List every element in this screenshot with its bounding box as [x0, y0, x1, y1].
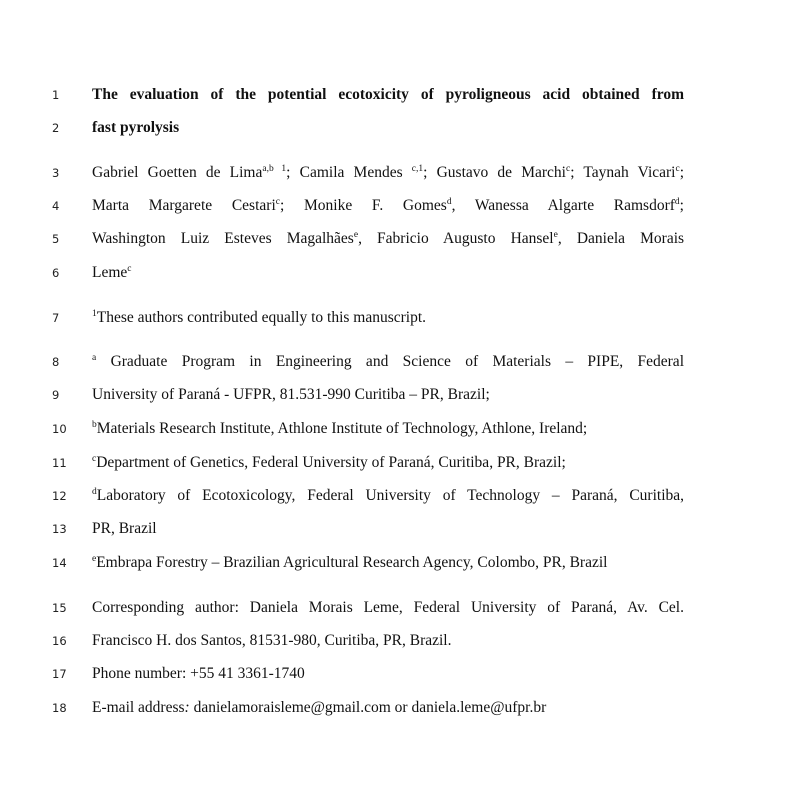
email-values[interactable]: danielamoraisleme@gmail.com or daniela.leme@ufpr.br	[189, 699, 547, 716]
affiliation-d-line-2: PR, Brazil	[92, 520, 157, 537]
affiliation-marker: c	[566, 164, 571, 174]
author-name: Fabricio Augusto Hansel	[377, 230, 554, 247]
affiliation-marker: c	[675, 164, 680, 174]
affiliation-marker: e	[92, 554, 97, 564]
affiliation-marker: d	[446, 197, 452, 207]
line-number: 6	[52, 266, 60, 280]
line-number: 3	[52, 166, 60, 180]
affiliation-marker: b	[92, 420, 97, 430]
author-line-4	[92, 263, 684, 283]
author-name: Wanessa Algarte Ramsdorf	[474, 197, 675, 214]
author-line-3	[92, 229, 684, 249]
affiliation-text: Embrapa Forestry – Brazilian Agricultural Research Agency, Colombo, PR, Brazil	[96, 554, 608, 571]
author-name: Monike F. Gomes	[304, 197, 447, 214]
author-line-2	[92, 196, 684, 216]
note-marker: 1	[92, 309, 97, 319]
author-name: Daniela Morais	[576, 230, 685, 247]
line-number: 1	[52, 88, 60, 102]
line-number: 10	[52, 422, 67, 436]
line-number: 11	[52, 456, 67, 470]
equal-contribution-note	[92, 308, 684, 328]
separator: ,	[358, 230, 362, 247]
line-number: 16	[52, 634, 67, 648]
author-name: ; Gustavo de Marchi	[423, 164, 566, 181]
author-name: Marta Margarete Cestari	[92, 197, 276, 214]
affiliation-marker: c	[275, 197, 280, 207]
affiliation-a-line-1	[92, 352, 684, 372]
corresponding-author-line-1: Corresponding author: Daniela Morais Leme, Federal University of Paraná, Av. Cel.	[92, 599, 684, 616]
affiliation-marker: e	[553, 230, 558, 240]
author-line-1	[92, 163, 684, 183]
affiliation-e	[92, 553, 684, 573]
line-number: 4	[52, 199, 60, 213]
line-number: 14	[52, 556, 67, 570]
affiliation-a-line-2: University of Paraná - UFPR, 81.531-990 Curitiba – PR, Brazil;	[92, 386, 490, 403]
affiliation-text: Department of Genetics, Federal University of Paraná, Curitiba, PR, Brazil;	[96, 454, 566, 471]
affiliation-text: Materials Research Institute, Athlone Institute of Technology, Athlone, Ireland;	[96, 420, 588, 437]
affiliation-marker: c	[127, 264, 132, 274]
affiliation-text: Graduate Program in Engineering and Science of Materials – PIPE, Federal	[96, 353, 684, 370]
line-number: 12	[52, 489, 67, 503]
affiliation-marker: e	[353, 230, 359, 240]
line-number: 5	[52, 232, 60, 246]
affiliation-d-line-1	[92, 486, 684, 506]
phone-number: Phone number: +55 41 3361-1740	[92, 665, 305, 682]
line-number: 9	[52, 388, 60, 402]
author-name: Gabriel Goetten de Lima	[92, 164, 263, 181]
corresponding-author-line-2: Francisco H. dos Santos, 81531-980, Curitiba, PR, Brazil.	[92, 632, 452, 649]
line-number: 13	[52, 522, 67, 536]
author-name: Leme	[92, 264, 128, 281]
affiliation-marker: a,b 1	[262, 164, 287, 174]
affiliation-marker: c,1	[411, 164, 424, 174]
affiliation-text: Laboratory of Ecotoxicology, Federal University of Technology – Paraná, Curitiba,	[96, 487, 684, 504]
separator: ;	[679, 164, 685, 181]
affiliation-marker: c	[92, 454, 97, 464]
separator: ,	[557, 230, 562, 247]
author-name: Washington Luiz Esteves Magalhães	[92, 230, 354, 247]
separator: ;	[279, 197, 285, 214]
line-number: 15	[52, 601, 67, 615]
email-label: E-mail address	[92, 699, 185, 716]
line-number: 7	[52, 311, 60, 325]
author-name: ; Camila Mendes	[286, 164, 403, 181]
separator: ,	[451, 197, 456, 214]
paper-title-line-2: fast pyrolysis	[92, 119, 180, 136]
affiliation-marker: a	[92, 353, 97, 363]
separator: ;	[679, 197, 684, 214]
line-number: 8	[52, 355, 60, 369]
line-number: 2	[52, 121, 60, 135]
line-number: 17	[52, 667, 67, 681]
note-text: These authors contributed equally to this manuscript.	[96, 309, 427, 326]
author-name: ; Taynah Vicari	[570, 164, 676, 181]
email-colon: :	[184, 699, 190, 716]
affiliation-c	[92, 453, 684, 473]
affiliation-marker: d	[92, 487, 97, 497]
affiliation-marker: d	[674, 197, 680, 207]
affiliation-b	[92, 419, 684, 439]
email-address	[92, 698, 684, 718]
line-number: 18	[52, 701, 67, 715]
paper-title-line-1: The evaluation of the potential ecotoxicity of pyroligneous acid obtained from	[92, 86, 684, 103]
